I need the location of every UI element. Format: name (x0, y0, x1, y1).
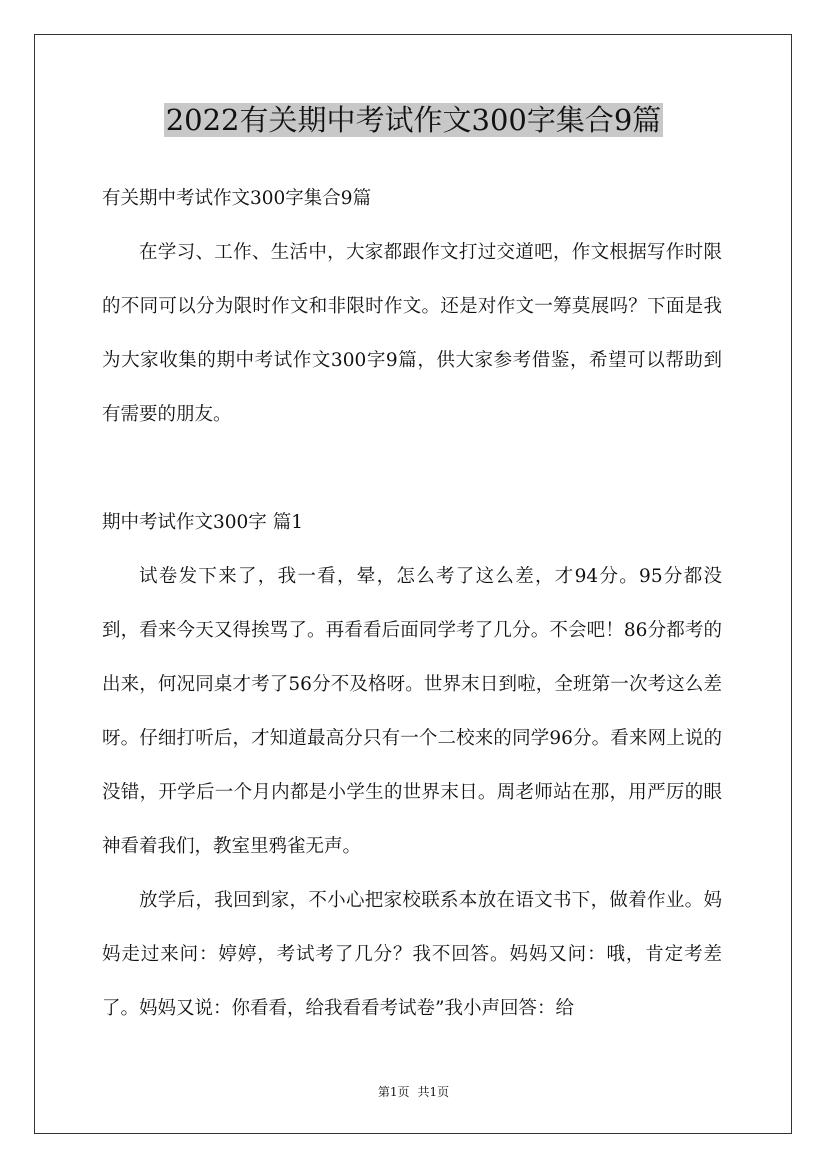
document-title-text: 2022有关期中考试作文300字集合9篇 (165, 103, 662, 137)
subtitle: 有关期中考试作文300字集合9篇 (102, 188, 372, 209)
section-heading: 期中考试作文300字 篇1 (102, 512, 303, 533)
section-spacer (102, 442, 722, 496)
intro-paragraph: 在学习、工作、生活中，大家都跟作文打过交道吧，作文根据写作时限的不同可以分为限时作文和非限时作文。还是对作文一筹莫展吗？下面是我为大家收集的期中考试作文300字9篇，供大家参考借鉴，希望可以帮助到有需要的朋友。 (102, 242, 722, 425)
document-body (102, 172, 722, 1036)
page-number: 第1页 (377, 1085, 410, 1099)
page-total: 共1页 (417, 1085, 450, 1099)
body-paragraph-1: 试卷发下来了，我一看，晕，怎么考了这么差，才94分。95分都没到，看来今天又得挨骂了。再看看后面同学考了几分。不会吧！86分都考的出来，何况同桌才考了56分不及格呀。世界末日到啦，全班第一次考这么差呀。仔细打听后，才知道最高分只有一个二校来的同学96分。看来网上说的没错，开学后一个月内都是小学生的世界末日。周老师站在那，用严厉的眼神看着我们，教室里鸦雀无声。 (102, 566, 722, 857)
body-paragraph-2: 放学后，我回到家，不小心把家校联系本放在语文书下，做着作业。妈妈走过来问：婷婷，考试考了几分？我不回答。妈妈又问：哦，肯定考差了。妈妈又说：你看看，给我看看考试卷”我小声回答：给 (102, 890, 722, 1019)
page-footer (0, 1084, 827, 1100)
document-title (0, 96, 827, 144)
